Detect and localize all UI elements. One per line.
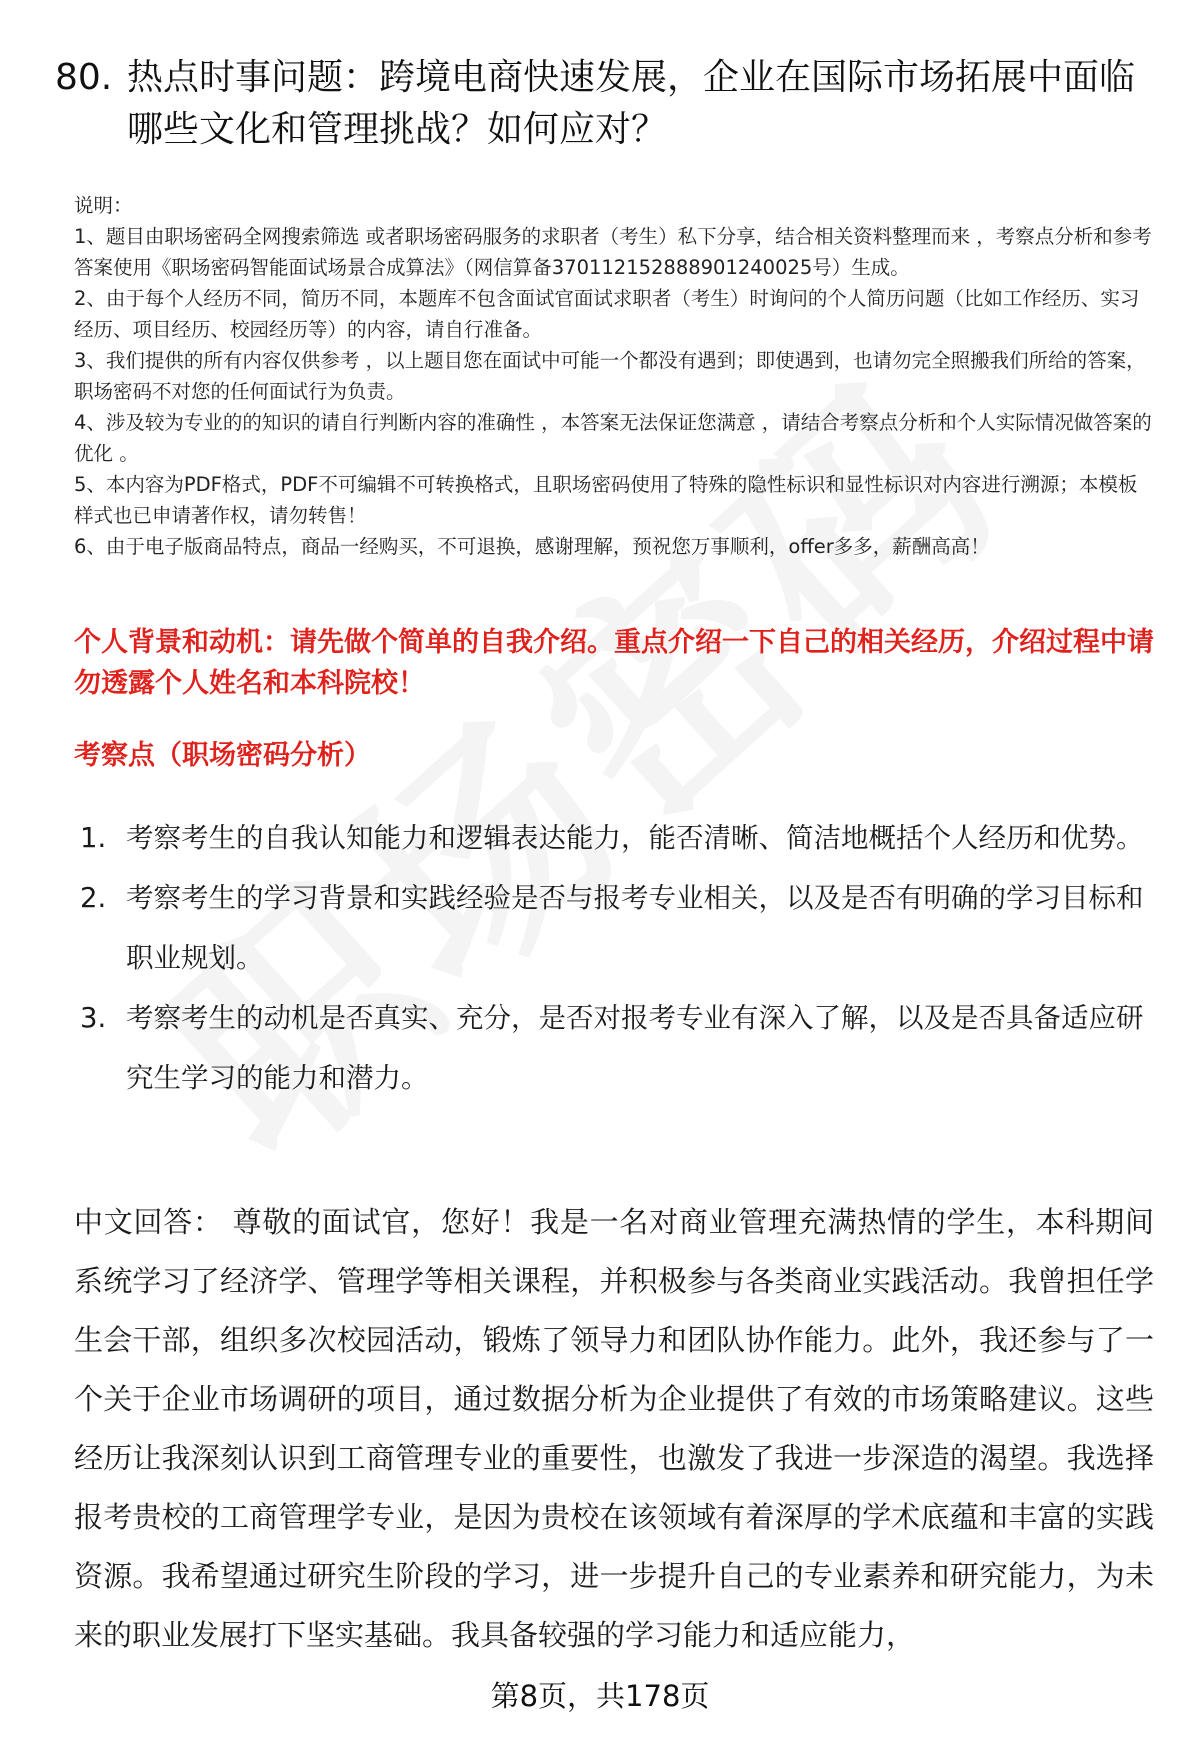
question-title [55, 52, 1155, 156]
list-item-number: 2. [80, 882, 107, 914]
analysis-points [80, 808, 1160, 1108]
notes-heading: 说明： [74, 194, 133, 217]
analysis-heading: 考察点（职场密码分析） [74, 740, 371, 771]
list-item [80, 868, 1160, 988]
note-item: 5、本内容为PDF格式，PDF不可编辑不可转换格式，且职场密码使用了特殊的隐性标识和显性标识对内容进行溯源；本模板样式也已申请著作权，请勿转售！ [74, 473, 1138, 527]
list-item-text: 考察考生的自我认知能力和逻辑表达能力，能否清晰、简洁地概括个人经历和优势。 [126, 822, 1144, 854]
list-item-text: 考察考生的学习背景和实践经验是否与报考专业相关，以及是否有明确的学习目标和职业规划。 [126, 882, 1144, 974]
note-item: 2、由于每个人经历不同，简历不同，本题库不包含面试官面试求职者（考生）时询问的个人简历问题（比如工作经历、实习经历、项目经历、校园经历等）的内容，请自行准备。 [74, 287, 1140, 341]
page-footer: 第8页，共178页 [490, 1679, 710, 1713]
note-item: 4、涉及较为专业的的知识的请自行判断内容的准确性 ，本答案无法保证您满意 ，请结合考察点分析和个人实际情况做答案的优化 。 [74, 411, 1152, 465]
section-heading: 个人背景和动机：请先做个简单的自我介绍。重点介绍一下自己的相关经历，介绍过程中请勿透露个人姓名和本科院校！ [74, 627, 1154, 699]
list-item-text: 考察考生的动机是否真实、充分，是否对报考专业有深入了解，以及是否具备适应研究生学习的能力和潜力。 [126, 1002, 1144, 1094]
notes-block [74, 190, 1154, 562]
answer-paragraph: 中文回答： 尊敬的面试官，您好！我是一名对商业管理充满热情的学生，本科期间系统学习了经济学、管理学等相关课程，并积极参与各类商业实践活动。我曾担任学生会干部，组织多次校园活动，锻炼了领导力和团队协作能力。此外，我还参与了一个关于企业市场调研的项目，通过数据分析为企业提供了有效的市场策略建议。这些经历让我深刻认识到工商管理专业的重要性，也激发了我进一步深造的渴望。我选择报考贵校的工商管理学专业，是因为贵校在该领域有着深厚的学术底蕴和丰富的实践资源。我希望通过研究生阶段的学习，进一步提升自己的专业素养和研究能力，为未来的职业发展打下坚实基础。我具备较强的学习能力和适应能力， [74, 1205, 1154, 1652]
question-text: 热点时事问题：跨境电商快速发展，企业在国际市场拓展中面临哪些文化和管理挑战？如何应对？ [127, 57, 1136, 150]
list-item [80, 988, 1160, 1108]
note-item: 6、由于电子版商品特点，商品一经购买，不可退换，感谢理解，预祝您万事顺利，offer多多，薪酬高高！ [74, 535, 990, 558]
note-item: 3、我们提供的所有内容仅供参考 ，以上题目您在面试中可能一个都没有遇到；即使遇到，也请勿完全照搬我们所给的答案，职场密码不对您的任何面试行为负责。 [74, 349, 1146, 403]
list-item [80, 808, 1160, 868]
list-item-number: 3. [80, 1002, 107, 1034]
note-item: 1、题目由职场密码全网搜索筛选 或者职场密码服务的求职者（考生）私下分享，结合相关资料整理而来 ，考察点分析和参考答案使用《职场密码智能面试场景合成算法》（网信算备370112152888901240025号）生成。 [74, 225, 1152, 279]
list-item-number: 1. [80, 822, 107, 854]
question-number: 80. [55, 57, 113, 98]
